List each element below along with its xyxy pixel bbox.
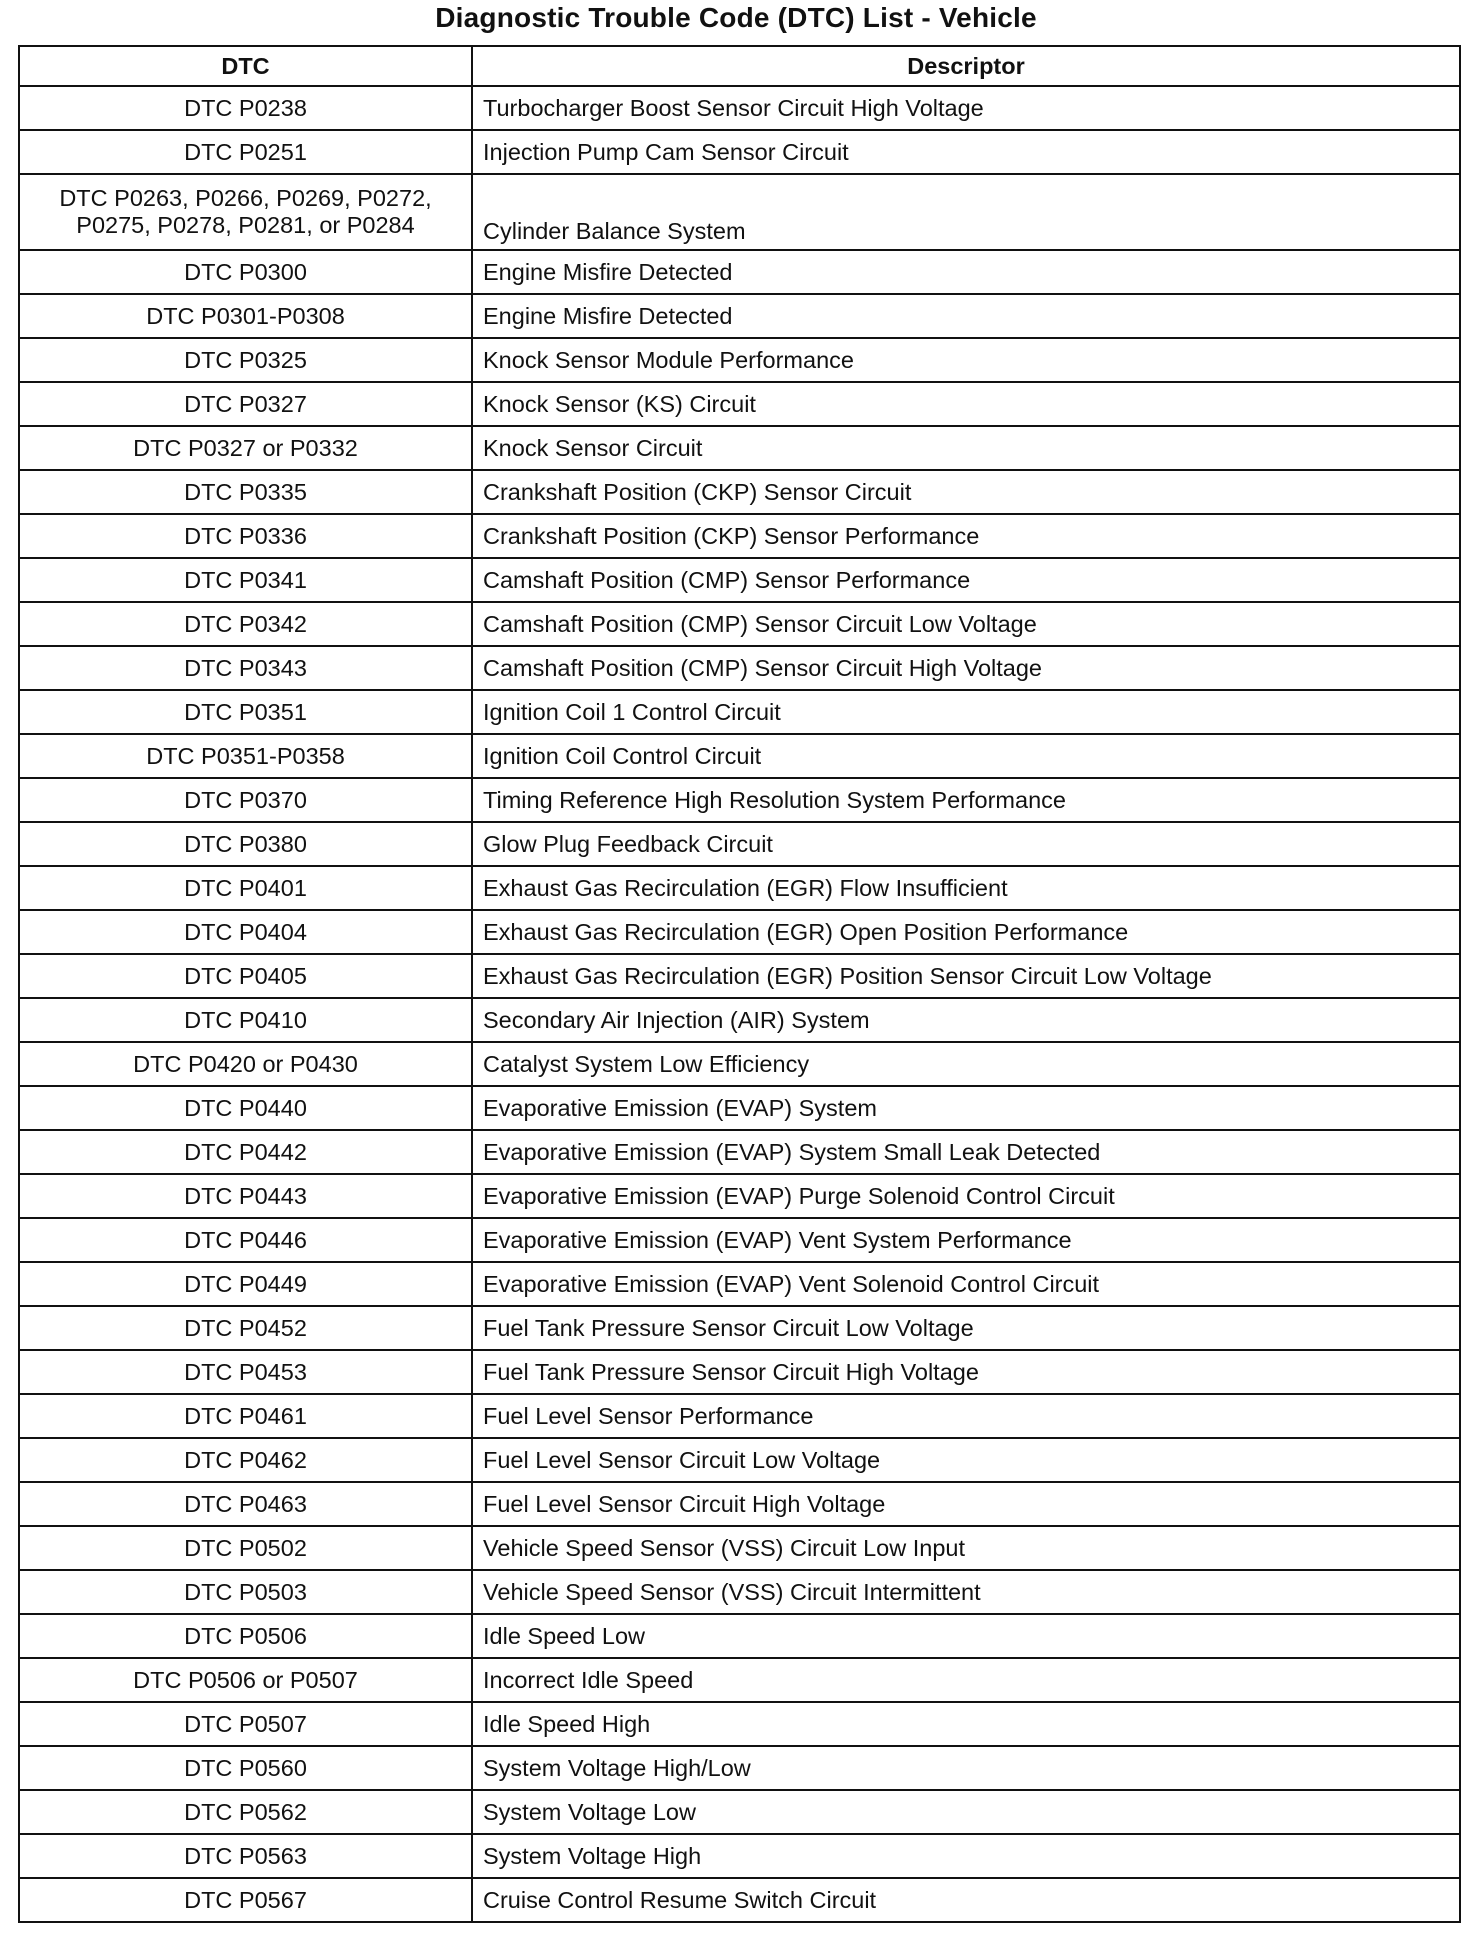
table-row — [19, 602, 1460, 646]
dtc-descriptor-cell: Camshaft Position (CMP) Sensor Circuit Low Voltage — [472, 602, 1460, 646]
table-row — [19, 1174, 1460, 1218]
table-row — [19, 558, 1460, 602]
dtc-code-cell: DTC P0300 — [19, 250, 472, 294]
dtc-descriptor-cell: Fuel Level Sensor Circuit High Voltage — [472, 1482, 1460, 1526]
dtc-descriptor-cell: Incorrect Idle Speed — [472, 1658, 1460, 1702]
table-row — [19, 954, 1460, 998]
table-row — [19, 646, 1460, 690]
table-row — [19, 1482, 1460, 1526]
table-row — [19, 514, 1460, 558]
dtc-descriptor-cell: Vehicle Speed Sensor (VSS) Circuit Low Input — [472, 1526, 1460, 1570]
table-row — [19, 1658, 1460, 1702]
table-header-row — [19, 46, 1460, 86]
dtc-descriptor-cell: Glow Plug Feedback Circuit — [472, 822, 1460, 866]
table-row — [19, 470, 1460, 514]
dtc-descriptor-cell: Exhaust Gas Recirculation (EGR) Open Position Performance — [472, 910, 1460, 954]
dtc-descriptor-cell: Cylinder Balance System — [472, 174, 1460, 250]
table-row — [19, 1350, 1460, 1394]
dtc-descriptor-cell: Timing Reference High Resolution System Performance — [472, 778, 1460, 822]
dtc-table — [18, 45, 1461, 1923]
dtc-code-cell: DTC P0507 — [19, 1702, 472, 1746]
dtc-descriptor-cell: Camshaft Position (CMP) Sensor Circuit High Voltage — [472, 646, 1460, 690]
table-row — [19, 1746, 1460, 1790]
table-row — [19, 426, 1460, 470]
dtc-descriptor-cell: Evaporative Emission (EVAP) System Small Leak Detected — [472, 1130, 1460, 1174]
dtc-descriptor-cell: Turbocharger Boost Sensor Circuit High Voltage — [472, 86, 1460, 130]
dtc-code-cell: DTC P0301-P0308 — [19, 294, 472, 338]
dtc-code-cell: DTC P0443 — [19, 1174, 472, 1218]
table-row — [19, 294, 1460, 338]
dtc-code-cell: DTC P0462 — [19, 1438, 472, 1482]
dtc-code-cell: DTC P0335 — [19, 470, 472, 514]
dtc-code-cell: DTC P0380 — [19, 822, 472, 866]
dtc-descriptor-cell: Injection Pump Cam Sensor Circuit — [472, 130, 1460, 174]
header-descriptor: Descriptor — [472, 46, 1460, 86]
table-row — [19, 1262, 1460, 1306]
table-row — [19, 174, 1460, 250]
dtc-code-cell: DTC P0452 — [19, 1306, 472, 1350]
dtc-code-cell: DTC P0351-P0358 — [19, 734, 472, 778]
dtc-code-cell: DTC P0506 or P0507 — [19, 1658, 472, 1702]
table-row — [19, 866, 1460, 910]
table-row — [19, 998, 1460, 1042]
dtc-descriptor-cell: Fuel Level Sensor Circuit Low Voltage — [472, 1438, 1460, 1482]
table-row — [19, 1526, 1460, 1570]
dtc-code-cell: DTC P0420 or P0430 — [19, 1042, 472, 1086]
dtc-descriptor-cell: System Voltage High/Low — [472, 1746, 1460, 1790]
table-row — [19, 1042, 1460, 1086]
dtc-descriptor-cell: Knock Sensor Circuit — [472, 426, 1460, 470]
table-row — [19, 1130, 1460, 1174]
table-row — [19, 1834, 1460, 1878]
dtc-code-cell: DTC P0405 — [19, 954, 472, 998]
dtc-code-cell: DTC P0341 — [19, 558, 472, 602]
dtc-code-cell: DTC P0461 — [19, 1394, 472, 1438]
dtc-code-cell: DTC P0440 — [19, 1086, 472, 1130]
dtc-descriptor-cell: Ignition Coil 1 Control Circuit — [472, 690, 1460, 734]
dtc-descriptor-cell: Fuel Tank Pressure Sensor Circuit High Voltage — [472, 1350, 1460, 1394]
header-dtc: DTC — [19, 46, 472, 86]
dtc-descriptor-cell: Crankshaft Position (CKP) Sensor Performance — [472, 514, 1460, 558]
dtc-descriptor-cell: Camshaft Position (CMP) Sensor Performance — [472, 558, 1460, 602]
table-row — [19, 690, 1460, 734]
dtc-code-cell: DTC P0401 — [19, 866, 472, 910]
dtc-descriptor-cell: Ignition Coil Control Circuit — [472, 734, 1460, 778]
dtc-descriptor-cell: Catalyst System Low Efficiency — [472, 1042, 1460, 1086]
dtc-code-cell: DTC P0463 — [19, 1482, 472, 1526]
table-row — [19, 1306, 1460, 1350]
dtc-code-cell: DTC P0562 — [19, 1790, 472, 1834]
dtc-descriptor-cell: Secondary Air Injection (AIR) System — [472, 998, 1460, 1042]
dtc-code-cell: DTC P0404 — [19, 910, 472, 954]
dtc-code-cell: DTC P0453 — [19, 1350, 472, 1394]
dtc-descriptor-cell: Exhaust Gas Recirculation (EGR) Position Sensor Circuit Low Voltage — [472, 954, 1460, 998]
dtc-code-cell: DTC P0351 — [19, 690, 472, 734]
table-row — [19, 1086, 1460, 1130]
table-row — [19, 910, 1460, 954]
table-row — [19, 1702, 1460, 1746]
dtc-code-cell: DTC P0336 — [19, 514, 472, 558]
table-row — [19, 338, 1460, 382]
dtc-descriptor-cell: Evaporative Emission (EVAP) Purge Solenoid Control Circuit — [472, 1174, 1460, 1218]
table-row — [19, 382, 1460, 426]
dtc-code-cell: DTC P0327 — [19, 382, 472, 426]
dtc-descriptor-cell: Idle Speed High — [472, 1702, 1460, 1746]
dtc-code-cell: DTC P0343 — [19, 646, 472, 690]
dtc-code-cell: DTC P0502 — [19, 1526, 472, 1570]
dtc-code-cell: DTC P0410 — [19, 998, 472, 1042]
table-row — [19, 130, 1460, 174]
dtc-descriptor-cell: Knock Sensor (KS) Circuit — [472, 382, 1460, 426]
dtc-descriptor-cell: Vehicle Speed Sensor (VSS) Circuit Intermittent — [472, 1570, 1460, 1614]
dtc-descriptor-cell: Exhaust Gas Recirculation (EGR) Flow Insufficient — [472, 866, 1460, 910]
page-title: Diagnostic Trouble Code (DTC) List - Vehicle — [435, 2, 1037, 33]
table-row — [19, 1570, 1460, 1614]
dtc-descriptor-cell: Fuel Tank Pressure Sensor Circuit Low Voltage — [472, 1306, 1460, 1350]
table-row — [19, 1438, 1460, 1482]
dtc-descriptor-cell: Engine Misfire Detected — [472, 294, 1460, 338]
dtc-code-cell: DTC P0370 — [19, 778, 472, 822]
table-row — [19, 86, 1460, 130]
dtc-descriptor-cell: System Voltage High — [472, 1834, 1460, 1878]
dtc-code-cell: DTC P0327 or P0332 — [19, 426, 472, 470]
table-row — [19, 1614, 1460, 1658]
dtc-descriptor-cell: Evaporative Emission (EVAP) Vent Solenoid Control Circuit — [472, 1262, 1460, 1306]
dtc-code-cell: DTC P0560 — [19, 1746, 472, 1790]
dtc-code-cell: DTC P0442 — [19, 1130, 472, 1174]
dtc-code-cell: DTC P0503 — [19, 1570, 472, 1614]
table-row — [19, 778, 1460, 822]
dtc-descriptor-cell: Idle Speed Low — [472, 1614, 1460, 1658]
dtc-code-cell: DTC P0567 — [19, 1878, 472, 1922]
dtc-descriptor-cell: Cruise Control Resume Switch Circuit — [472, 1878, 1460, 1922]
table-row — [19, 1790, 1460, 1834]
table-row — [19, 734, 1460, 778]
dtc-code-cell: DTC P0446 — [19, 1218, 472, 1262]
dtc-descriptor-cell: Engine Misfire Detected — [472, 250, 1460, 294]
dtc-code-cell: DTC P0449 — [19, 1262, 472, 1306]
dtc-descriptor-cell: Crankshaft Position (CKP) Sensor Circuit — [472, 470, 1460, 514]
dtc-descriptor-cell: Knock Sensor Module Performance — [472, 338, 1460, 382]
dtc-code-cell: DTC P0251 — [19, 130, 472, 174]
table-row — [19, 822, 1460, 866]
dtc-code-cell: DTC P0325 — [19, 338, 472, 382]
table-row — [19, 1218, 1460, 1262]
dtc-code-cell: DTC P0563 — [19, 1834, 472, 1878]
table-row — [19, 250, 1460, 294]
table-row — [19, 1878, 1460, 1922]
dtc-descriptor-cell: Evaporative Emission (EVAP) Vent System Performance — [472, 1218, 1460, 1262]
dtc-descriptor-cell: Fuel Level Sensor Performance — [472, 1394, 1460, 1438]
dtc-code-cell: DTC P0263, P0266, P0269, P0272, P0275, P0278, P0281, or P0284 — [19, 174, 472, 250]
dtc-code-cell: DTC P0342 — [19, 602, 472, 646]
dtc-descriptor-cell: System Voltage Low — [472, 1790, 1460, 1834]
dtc-descriptor-cell: Evaporative Emission (EVAP) System — [472, 1086, 1460, 1130]
table-row — [19, 1394, 1460, 1438]
table-body — [19, 86, 1460, 1922]
dtc-code-cell: DTC P0506 — [19, 1614, 472, 1658]
dtc-code-cell: DTC P0238 — [19, 86, 472, 130]
